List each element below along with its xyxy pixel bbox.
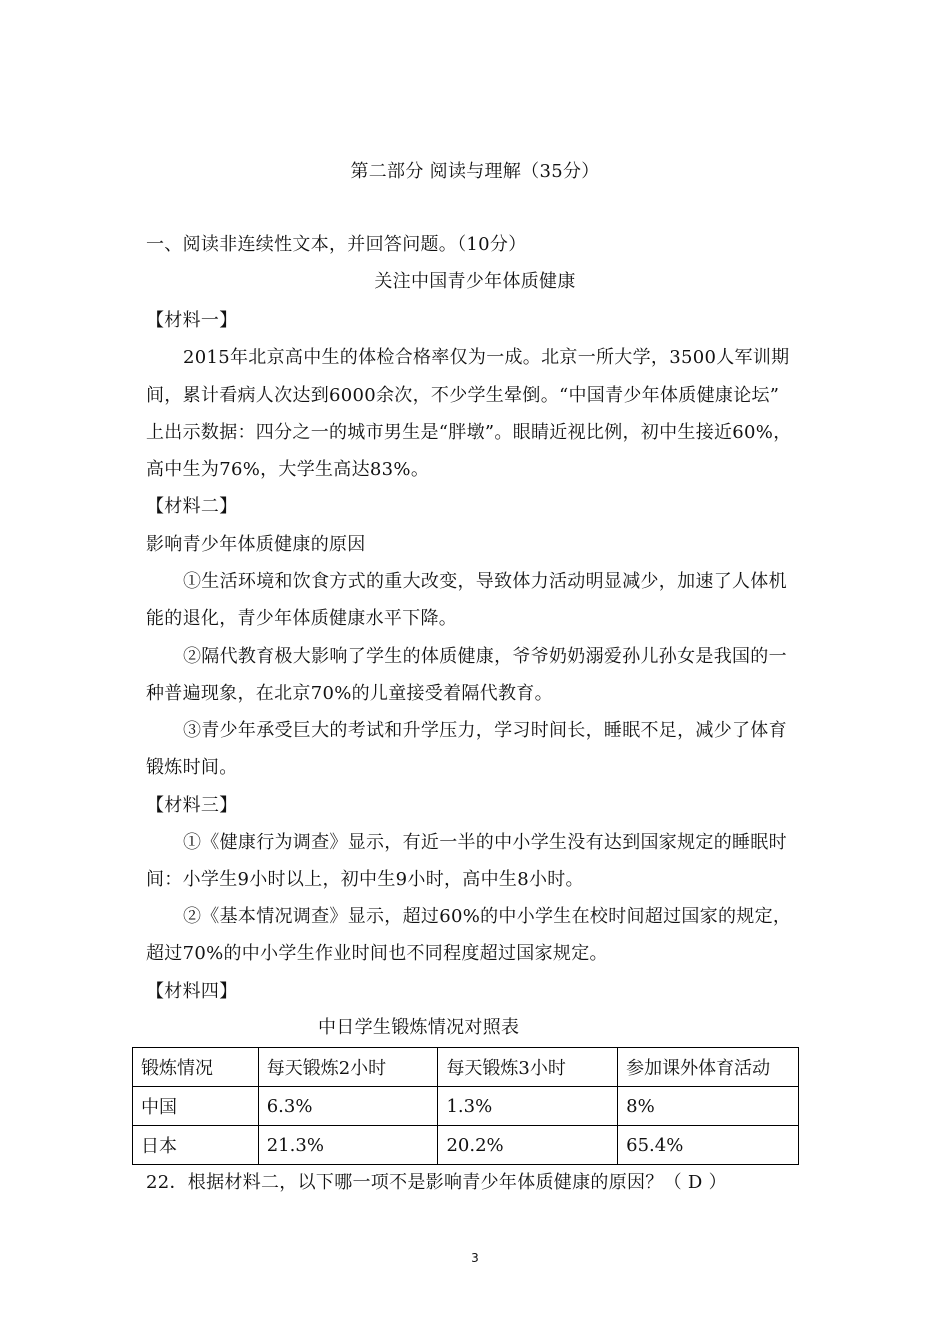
table-cell: 65.4% <box>618 1126 799 1165</box>
material-3-line: 超过70%的中小学生作业时间也不同程度超过国家规定。 <box>146 943 608 964</box>
article-title: 关注中国青少年体质健康 <box>374 271 576 292</box>
material-3-line: ②《基本情况调查》显示，超过60%的中小学生在校时间超过国家的规定， <box>183 906 792 927</box>
table-header-cell: 每天锻炼2小时 <box>258 1048 438 1087</box>
table-row <box>133 1087 799 1126</box>
exercise-comparison-table <box>132 1047 799 1165</box>
table-cell: 21.3% <box>258 1126 438 1165</box>
table-header-cell: 每天锻炼3小时 <box>438 1048 618 1087</box>
material-3-label: 【材料三】 <box>146 795 238 816</box>
section-title: 第二部分 阅读与理解（35分） <box>350 161 600 182</box>
question-heading: 一、阅读非连续性文本，并回答问题。（10分） <box>146 234 527 255</box>
table-cell: 日本 <box>133 1126 259 1165</box>
table-title: 中日学生锻炼情况对照表 <box>318 1017 520 1038</box>
material-1-line: 2015年北京高中生的体检合格率仅为一成。北京一所大学，3500人军训期 <box>183 347 790 368</box>
material-2-line: ①生活环境和饮食方式的重大改变，导致体力活动明显减少，加速了人体机 <box>183 571 787 592</box>
material-2-line: 种普遍现象，在北京70%的儿童接受着隔代教育。 <box>146 683 553 704</box>
material-2-label: 【材料二】 <box>146 496 238 517</box>
material-3-line: 间：小学生9小时以上，初中生9小时，高中生8小时。 <box>146 869 584 890</box>
table-header-cell: 锻炼情况 <box>133 1048 259 1087</box>
material-4-label: 【材料四】 <box>146 981 238 1002</box>
material-1-line: 上出示数据：四分之一的城市男生是“胖墩”。眼睛近视比例，初中生接近60%， <box>146 422 792 443</box>
material-2-line: ③青少年承受巨大的考试和升学压力，学习时间长，睡眠不足，减少了体育 <box>183 720 787 741</box>
material-1-line: 间，累计看病人次达到6000余次，不少学生晕倒。“中国青少年体质健康论坛” <box>146 385 780 406</box>
table-cell: 8% <box>618 1087 799 1126</box>
table-cell: 中国 <box>133 1087 259 1126</box>
table-row <box>133 1126 799 1165</box>
table-cell: 20.2% <box>438 1126 618 1165</box>
material-3-line: ①《健康行为调查》显示，有近一半的中小学生没有达到国家规定的睡眠时 <box>183 832 787 853</box>
material-2-line: 锻炼时间。 <box>146 757 238 778</box>
page-number: 3 <box>471 1251 479 1265</box>
table-cell: 6.3% <box>258 1087 438 1126</box>
table-header-cell: 参加课外体育活动 <box>618 1048 799 1087</box>
material-2-line: 能的退化，青少年体质健康水平下降。 <box>146 608 458 629</box>
material-1-line: 高中生为76%，大学生高达83%。 <box>146 459 430 480</box>
question-22: 22．根据材料二，以下哪一项不是影响青少年体质健康的原因？（ D ） <box>146 1172 727 1193</box>
material-2-line: ②隔代教育极大影响了学生的体质健康，爷爷奶奶溺爱孙儿孙女是我国的一 <box>183 646 787 667</box>
table-header-row <box>133 1048 799 1087</box>
table-cell: 1.3% <box>438 1087 618 1126</box>
material-1-label: 【材料一】 <box>146 310 238 331</box>
material-2-subtitle: 影响青少年体质健康的原因 <box>146 534 366 555</box>
